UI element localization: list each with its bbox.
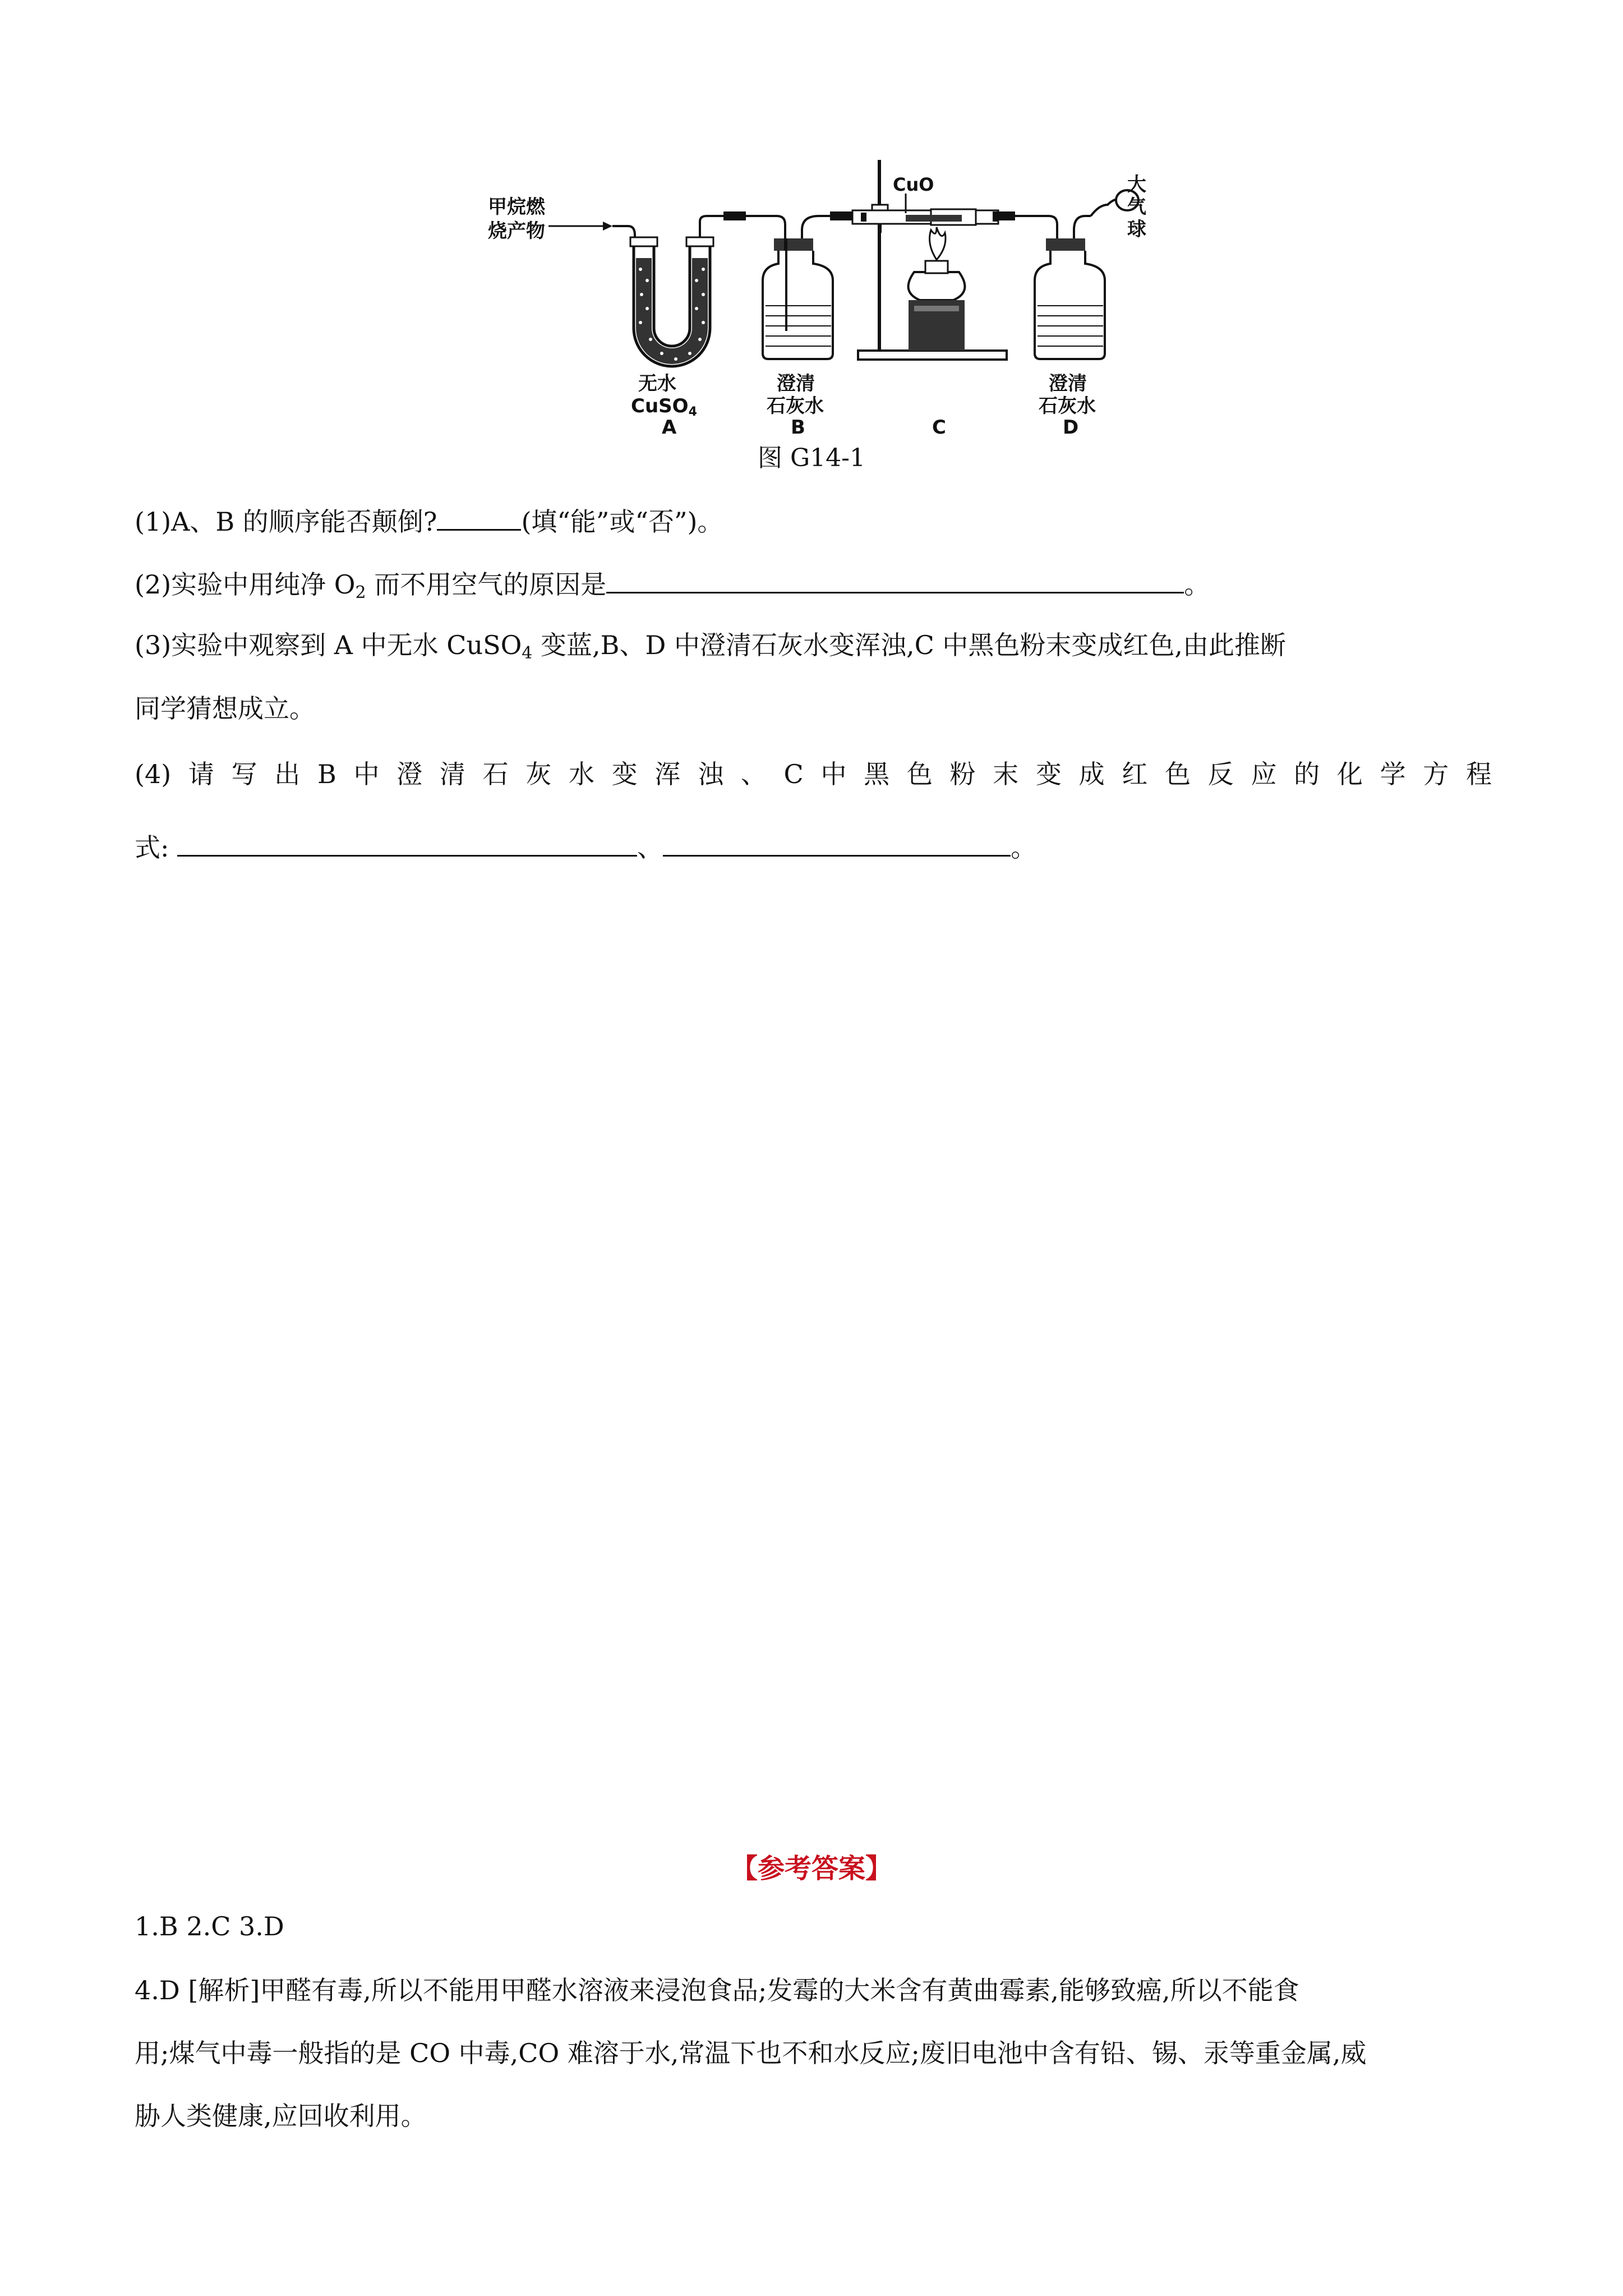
inlet-label-line1: 甲烷燃 bbox=[488, 196, 545, 218]
label-b-line1: 澄清 bbox=[777, 372, 815, 395]
question-4-char: 方 bbox=[1423, 759, 1449, 789]
question-3-line2: 同学猜想成立。 bbox=[135, 693, 315, 724]
answer-blank-4a[interactable] bbox=[177, 828, 637, 857]
wash-bottle-d bbox=[1015, 216, 1105, 359]
question-4-char: 中 bbox=[353, 759, 380, 789]
label-d-line2: 石灰水 bbox=[1039, 395, 1096, 417]
answer-blank-2[interactable] bbox=[606, 565, 1184, 593]
balloon-label-3: 球 bbox=[1127, 218, 1146, 241]
question-4-char: 色 bbox=[1165, 759, 1191, 789]
question-4-line1 bbox=[135, 757, 1492, 791]
question-2-end: 。 bbox=[1184, 569, 1210, 600]
question-4-char: 清 bbox=[439, 759, 465, 789]
answers-title: 【参考答案】 bbox=[730, 1853, 892, 1884]
figure-caption: 图 G14-1 bbox=[758, 444, 865, 472]
question-2 bbox=[135, 565, 1210, 610]
question-4-char: 反 bbox=[1207, 759, 1234, 789]
label-c-letter: C bbox=[932, 416, 946, 435]
question-4-char: 浊 bbox=[698, 759, 724, 789]
question-4-char: 黑 bbox=[864, 759, 890, 789]
answer-line-1-3: 1.B 2.C 3.D bbox=[135, 1911, 284, 1941]
experiment-apparatus-diagram bbox=[488, 160, 1150, 435]
question-4-char: 水 bbox=[569, 759, 595, 789]
answer-4-line1: 4.D [解析]甲醛有毒,所以不能用甲醛水溶液来浸泡食品;发霉的大米含有黄曲霉素,能够致癌,所以不能食 bbox=[135, 1975, 1299, 2005]
question-4-char: 程 bbox=[1465, 759, 1492, 789]
question-4-char: 浑 bbox=[654, 759, 681, 789]
question-4-end: 。 bbox=[1011, 832, 1037, 863]
question-4-char: 粉 bbox=[949, 759, 976, 789]
question-4-char: 中 bbox=[820, 759, 847, 789]
question-4-char: 出 bbox=[274, 759, 301, 789]
label-d-letter: D bbox=[1063, 416, 1079, 435]
question-4-char: B bbox=[317, 759, 336, 789]
label-a-line2: CuSO4 bbox=[631, 395, 697, 419]
label-b-line2: 石灰水 bbox=[767, 395, 824, 417]
question-2-post: 而不用空气的原因是 bbox=[366, 569, 607, 600]
question-4-char: 变 bbox=[611, 759, 638, 789]
label-a-line1: 无水 bbox=[638, 372, 676, 395]
question-4-char: 写 bbox=[231, 759, 257, 789]
question-4-char: 请 bbox=[188, 759, 214, 789]
answer-4-line2: 用;煤气中毒一般指的是 CO 中毒,CO 难溶于水,常温下也不和水反应;废旧电池中含有铅、锡、汞等重金属,威 bbox=[135, 2038, 1367, 2068]
question-4-char: 成 bbox=[1078, 759, 1105, 789]
question-4-char: 应 bbox=[1251, 759, 1277, 789]
inlet-label-line2: 烧产物 bbox=[488, 220, 545, 242]
u-tube-a bbox=[612, 216, 751, 366]
connector-bc bbox=[830, 211, 852, 220]
question-4-char: 色 bbox=[906, 759, 933, 789]
question-4-char: 变 bbox=[1035, 759, 1062, 789]
question-2-sub: 2 bbox=[355, 583, 366, 602]
connector-cd bbox=[993, 211, 1015, 220]
answer-blank-4b[interactable] bbox=[663, 828, 1011, 857]
question-4-char: C bbox=[783, 759, 804, 789]
question-1 bbox=[135, 502, 723, 539]
question-4-separator: 、 bbox=[637, 832, 663, 863]
question-4-char: 学 bbox=[1380, 759, 1406, 789]
question-2-pre: (2)实验中用纯净 O bbox=[135, 569, 356, 600]
question-4-char: 、 bbox=[740, 759, 767, 789]
question-4-char: 化 bbox=[1336, 759, 1363, 789]
balloon-label-1: 大 bbox=[1127, 173, 1146, 196]
answer-blank-1[interactable] bbox=[437, 502, 521, 531]
balloon-label-2: 气 bbox=[1127, 196, 1146, 218]
question-4-char: 的 bbox=[1294, 759, 1320, 789]
connector-ab bbox=[723, 211, 746, 220]
question-1-hint: (填“能”或“否”)。 bbox=[521, 507, 723, 537]
wash-bottle-b bbox=[751, 216, 858, 359]
answer-4-line3: 胁人类健康,应回收利用。 bbox=[135, 2101, 427, 2131]
label-b-letter: B bbox=[791, 416, 805, 435]
question-4-char: 红 bbox=[1122, 759, 1148, 789]
question-3-sub: 4 bbox=[522, 643, 533, 663]
question-4-prefix: 式: bbox=[135, 832, 169, 863]
cuo-label: CuO bbox=[893, 174, 934, 195]
label-a-letter: A bbox=[662, 416, 677, 435]
question-4-char: 澄 bbox=[396, 759, 423, 789]
question-3-line1 bbox=[135, 628, 1286, 670]
label-d-line1: 澄清 bbox=[1049, 372, 1087, 395]
question-4-char: 灰 bbox=[525, 759, 552, 789]
question-3-part-b: 变蓝,B、D 中澄清石灰水变浑浊,C 中黑色粉末变成红色,由此推断 bbox=[532, 630, 1287, 660]
question-4 bbox=[135, 757, 1492, 863]
alcohol-lamp bbox=[909, 227, 965, 351]
question-4-char: 石 bbox=[482, 759, 509, 789]
question-3-part-a: (3)实验中观察到 A 中无水 CuSO bbox=[135, 630, 522, 660]
question-4-char: (4) bbox=[135, 759, 172, 789]
question-4-line2 bbox=[135, 828, 1036, 864]
question-1-text: (1)A、B 的顺序能否颠倒? bbox=[135, 507, 437, 537]
question-4-char: 末 bbox=[993, 759, 1019, 789]
inlet-arrowhead bbox=[603, 222, 612, 231]
